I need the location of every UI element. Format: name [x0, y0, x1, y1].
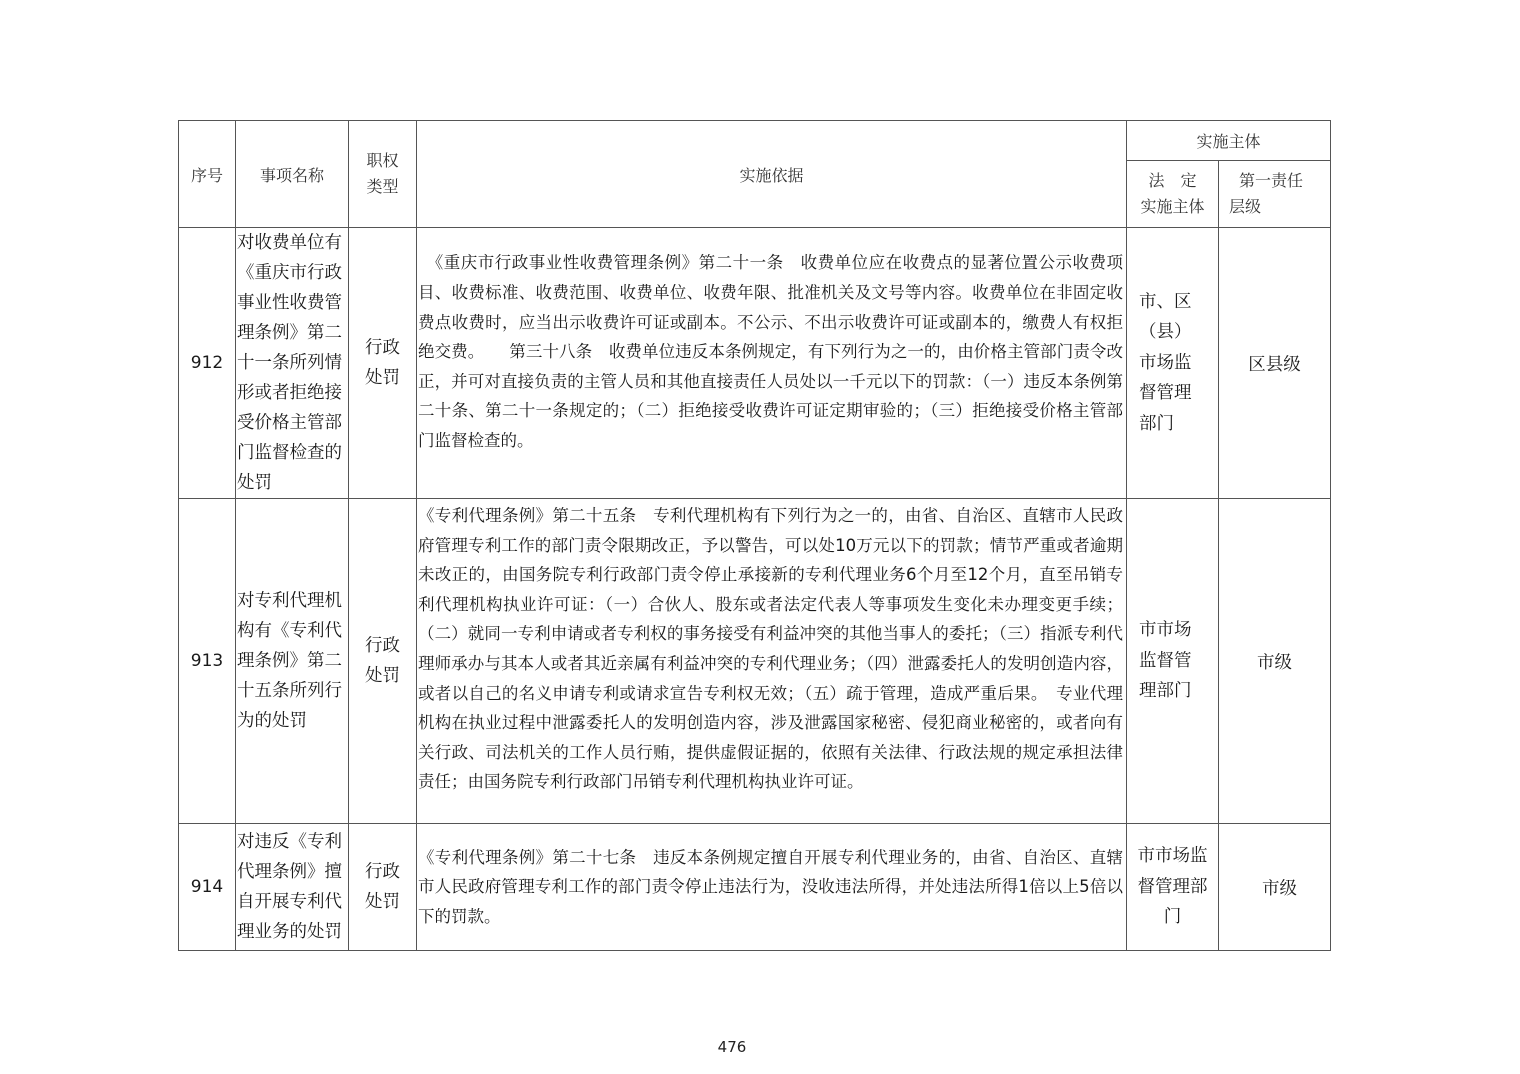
- header-legal-subject: [1127, 161, 1219, 228]
- row-level: 市级: [1219, 824, 1331, 951]
- header-authority-type-line2: 类型: [366, 177, 399, 196]
- row-legal-subject: 市市场监督管理部门: [1127, 499, 1219, 824]
- header-authority-type: [349, 121, 417, 228]
- row-seq: 912: [179, 228, 236, 499]
- row-type: [349, 499, 417, 824]
- table-row: [179, 824, 1331, 951]
- header-legal-subject-line2: 实施主体: [1140, 197, 1205, 216]
- table-row: [179, 499, 1331, 824]
- row-seq: 913: [179, 499, 236, 824]
- header-seq: 序号: [179, 121, 236, 228]
- header-row-1: [179, 121, 1331, 161]
- row-item-name: 对专利代理机构有《专利代理条例》第二十五条所列行为的处罚: [236, 499, 349, 824]
- row-type-line1: 行政: [365, 862, 400, 882]
- header-level-line1: 第一责任: [1239, 171, 1304, 190]
- header-authority-type-line1: 职权: [366, 151, 399, 170]
- row-basis: 《专利代理条例》第二十七条 违反本条例规定擅自开展专利代理业务的，由省、自治区、直辖市人民政府管理专利工作的部门责令停止违法行为，没收违法所得，并处违法所得1倍以上5倍以下的罚款。: [417, 824, 1127, 951]
- row-type: [349, 824, 417, 951]
- row-level: 市级: [1219, 499, 1331, 824]
- row-item-name: 对违反《专利代理条例》擅自开展专利代理业务的处罚: [236, 824, 349, 951]
- row-type-line2: 处罚: [365, 666, 400, 686]
- row-legal-subject: 市、区（县）市场监督管理部门: [1127, 228, 1219, 499]
- row-level: 区县级: [1219, 228, 1331, 499]
- row-basis: 《重庆市行政事业性收费管理条例》第二十一条 收费单位应在收费点的显著位置公示收费项目、收费标准、收费范围、收费单位、收费年限、批准机关及文号等内容。收费单位在非固定收费点收费时，应当出示收费许可证或副本。不公示、不出示收费许可证或副本的，缴费人有权拒绝交费。 第三十八条 收费单位违反本条例规定，有下列行为之一的，由价格主管部门责令改正，并可对直接负责的主管人员和其他直接责任人员处以一千元以下的罚款：（一）违反本条例第二十条、第二十一条规定的；（二）拒绝接受收费许可证定期审验的；（三）拒绝接受价格主管部门监督检查的。: [417, 228, 1127, 499]
- row-type-line1: 行政: [365, 338, 400, 358]
- header-subject-group: 实施主体: [1127, 121, 1331, 161]
- header-level-line2: 层级: [1229, 197, 1262, 216]
- row-seq: 914: [179, 824, 236, 951]
- row-type-line1: 行政: [365, 636, 400, 656]
- page-number: 476: [717, 1038, 747, 1056]
- table-row: [179, 228, 1331, 499]
- header-item-name: 事项名称: [236, 121, 349, 228]
- header-level: [1219, 161, 1331, 228]
- enforcement-table: [178, 120, 1331, 951]
- header-basis: 实施依据: [417, 121, 1127, 228]
- row-item-name: 对收费单位有《重庆市行政事业性收费管理条例》第二十一条所列情形或者拒绝接受价格主管部门监督检查的处罚: [236, 228, 349, 499]
- row-type: [349, 228, 417, 499]
- row-legal-subject: 市市场监督管理部门: [1127, 824, 1219, 951]
- row-type-line2: 处罚: [365, 892, 400, 912]
- row-basis: 《专利代理条例》第二十五条 专利代理机构有下列行为之一的，由省、自治区、直辖市人民政府管理专利工作的部门责令限期改正，予以警告，可以处10万元以下的罚款；情节严重或者逾期未改正的，由国务院专利行政部门责令停止承接新的专利代理业务6个月至12个月，直至吊销专利代理机构执业许可证：（一）合伙人、股东或者法定代表人等事项发生变化未办理变更手续；（二）就同一专利申请或者专利权的事务接受有利益冲突的其他当事人的委托；（三）指派专利代理师承办与其本人或者其近亲属有利益冲突的专利代理业务；（四）泄露委托人的发明创造内容，或者以自己的名义申请专利或请求宣告专利权无效；（五）疏于管理，造成严重后果。 专业代理机构在执业过程中泄露委托人的发明创造内容，涉及泄露国家秘密、侵犯商业秘密的，或者向有关行政、司法机关的工作人员行贿，提供虚假证据的，依照有关法律、行政法规的规定承担法律责任；由国务院专利行政部门吊销专利代理机构执业许可证。: [417, 499, 1127, 824]
- row-type-line2: 处罚: [365, 368, 400, 388]
- header-legal-subject-line1: 法 定: [1148, 171, 1197, 190]
